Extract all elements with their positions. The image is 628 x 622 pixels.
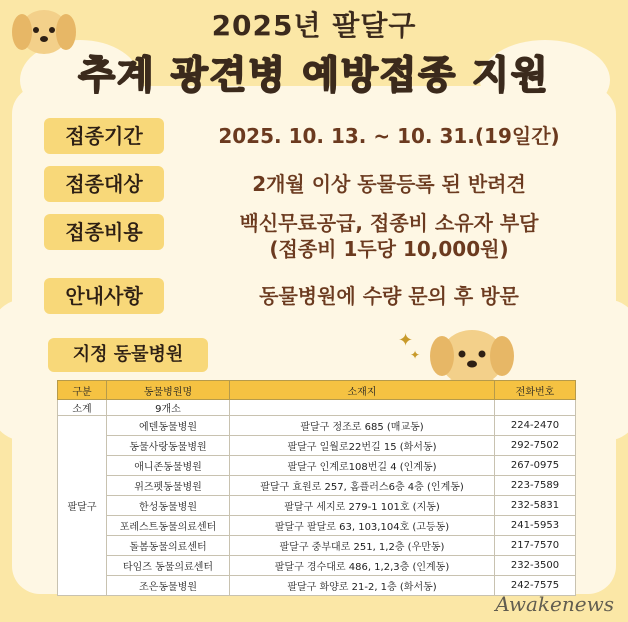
info-label: 안내사항 xyxy=(44,278,164,314)
hospital-name: 동물사랑동물병원 xyxy=(107,436,230,456)
hospital-name: 한성동물병원 xyxy=(107,496,230,516)
table-row xyxy=(58,536,576,556)
main-title: 추계 광견병 예방접종 지원 xyxy=(78,53,550,97)
subtotal-row xyxy=(58,400,576,416)
table-row xyxy=(58,436,576,456)
hospital-name: 돌봄동물의료센터 xyxy=(107,536,230,556)
hospital-address: 팔달구 화양로 21-2, 1층 (화서동) xyxy=(230,576,495,596)
info-label: 접종대상 xyxy=(44,166,164,202)
info-value-note: (접종비 1두당 10,000원) xyxy=(269,237,509,261)
hospital-phone: 242-7575 xyxy=(495,576,576,596)
hospital-name: 포레스트동물의료센터 xyxy=(107,516,230,536)
district-cell: 팔달구 xyxy=(58,416,107,596)
table-row xyxy=(58,516,576,536)
year-title: 2025년 팔달구 xyxy=(211,9,417,42)
hospital-name: 에덴동물병원 xyxy=(107,416,230,436)
info-value: 백신무료공급, 접종비 소유자 부담 xyxy=(239,211,539,235)
hospital-address: 팔달구 세지로 279-1 101호 (지동) xyxy=(230,496,495,516)
info-row-target xyxy=(44,166,604,206)
table-header-row xyxy=(58,381,576,400)
table-row xyxy=(58,456,576,476)
hospital-table xyxy=(57,380,576,596)
column-header: 전화번호 xyxy=(495,381,576,400)
hospital-phone: 292-7502 xyxy=(495,436,576,456)
hospital-name: 애니존동물병원 xyxy=(107,456,230,476)
hospital-address: 팔달구 인계로108번길 4 (인계동) xyxy=(230,456,495,476)
info-row-period xyxy=(44,118,604,158)
subtotal-label: 소계 xyxy=(58,400,107,416)
sparkle-icon: ✦ xyxy=(410,348,421,362)
hospital-phone: 232-3500 xyxy=(495,556,576,576)
table-row xyxy=(58,476,576,496)
hospital-address: 팔달구 중부대로 251, 1,2층 (우만동) xyxy=(230,536,495,556)
info-value: 동물병원에 수량 문의 후 방문 xyxy=(259,284,519,308)
subtotal-empty xyxy=(495,400,576,416)
hospital-address: 팔달구 효원로 257, 홈플러스6층 4층 (인계동) xyxy=(230,476,495,496)
hospital-phone: 241-5953 xyxy=(495,516,576,536)
info-label: 접종기간 xyxy=(44,118,164,154)
hospital-address: 팔달구 정조로 685 (매교동) xyxy=(230,416,495,436)
hospital-name: 위즈펫동물병원 xyxy=(107,476,230,496)
hospital-address: 팔달구 팔달로 63, 103,104호 (고등동) xyxy=(230,516,495,536)
hospital-phone: 232-5831 xyxy=(495,496,576,516)
table-row xyxy=(58,496,576,516)
subtotal-value: 9개소 xyxy=(107,400,230,416)
hospital-phone: 217-7570 xyxy=(495,536,576,556)
hospital-phone: 224-2470 xyxy=(495,416,576,436)
info-label: 접종비용 xyxy=(44,214,164,250)
hospital-phone: 267-0975 xyxy=(495,456,576,476)
table-row xyxy=(58,416,576,436)
watermark: Awakenews xyxy=(495,592,614,616)
info-value: 2025. 10. 13. ~ 10. 31.(19일간) xyxy=(218,124,560,148)
sparkle-icon: ✦ xyxy=(398,330,414,351)
column-header: 구분 xyxy=(58,381,107,400)
subtotal-empty xyxy=(230,400,495,416)
table-row xyxy=(58,556,576,576)
column-header: 동물병원명 xyxy=(107,381,230,400)
info-row-notice xyxy=(44,278,604,318)
hospital-name: 타임즈 동물의료센터 xyxy=(107,556,230,576)
info-value: 2개월 이상 동물등록 된 반려견 xyxy=(252,172,526,196)
hospital-name: 조은동물병원 xyxy=(107,576,230,596)
hospital-address: 팔달구 경수대로 486, 1,2,3층 (인계동) xyxy=(230,556,495,576)
info-row-cost xyxy=(44,211,604,270)
hospital-phone: 223-7589 xyxy=(495,476,576,496)
column-header: 소재지 xyxy=(230,381,495,400)
section-title: 지정 동물병원 xyxy=(48,338,208,372)
hospital-address: 팔달구 일월로22번길 15 (화서동) xyxy=(230,436,495,456)
